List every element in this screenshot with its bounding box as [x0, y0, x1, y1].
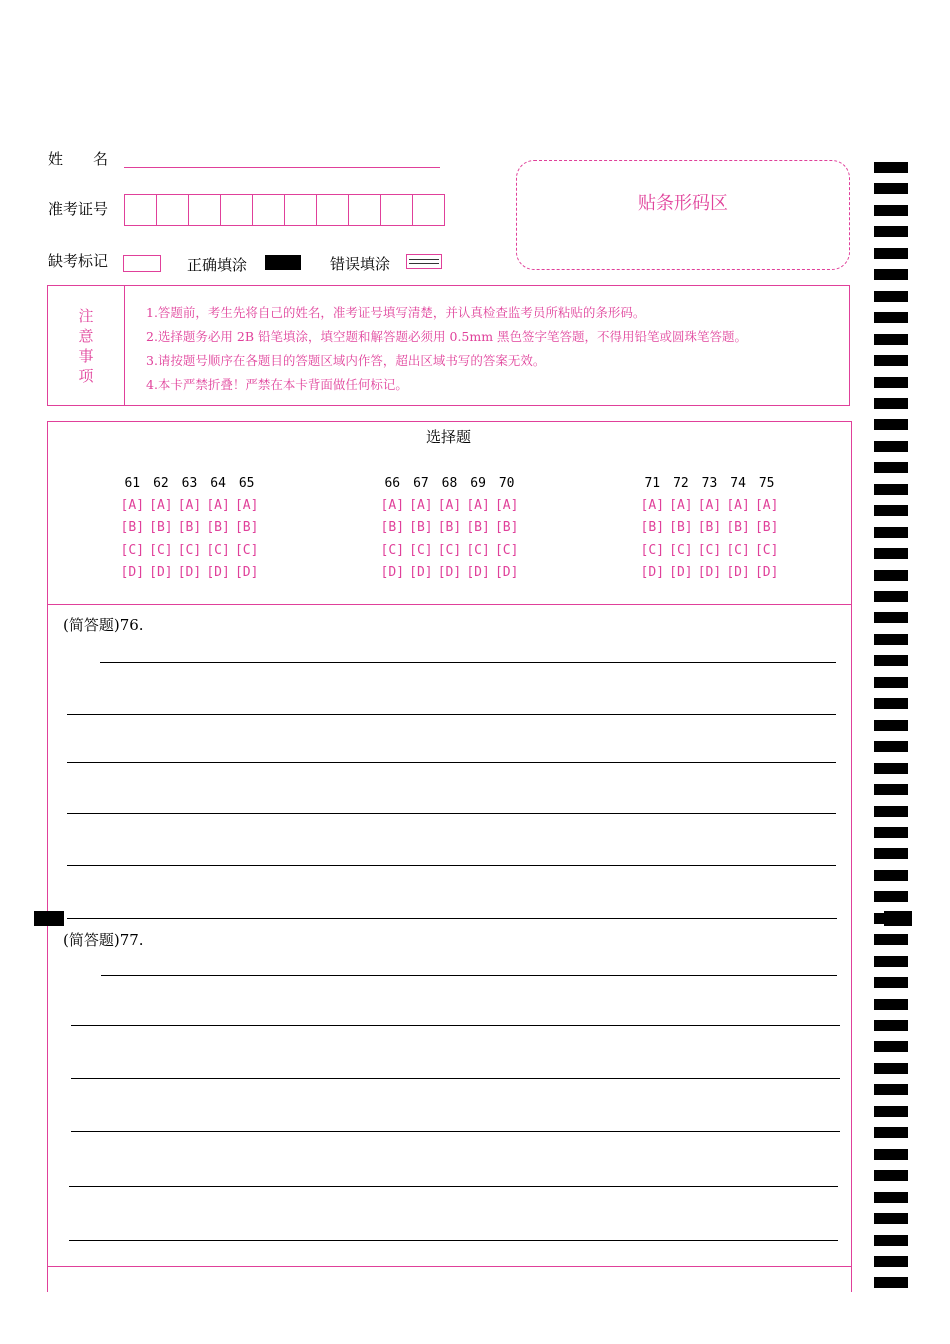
timing-mark: [874, 484, 908, 495]
choice-bubble-a[interactable]: [A]: [726, 498, 750, 513]
timing-mark: [874, 720, 908, 731]
timing-mark: [874, 1149, 908, 1160]
timing-mark: [874, 655, 908, 666]
timing-mark: [874, 205, 908, 216]
timing-mark: [874, 1192, 908, 1203]
timing-mark: [874, 934, 908, 945]
timing-mark: [874, 1277, 908, 1288]
question-number: 62: [153, 476, 169, 491]
timing-mark: [874, 1127, 908, 1138]
barcode-label: 贴条形码区: [638, 193, 728, 214]
notice-item: 2.选择题务必用 2B 铅笔填涂，填空题和解答题必须用 0.5mm 黑色签字笔答题，不得用铅笔或圆珠笔答题。: [146, 329, 748, 344]
timing-mark: [874, 1084, 908, 1095]
name-field[interactable]: [124, 167, 440, 168]
timing-mark: [874, 1106, 908, 1117]
timing-mark: [874, 870, 908, 881]
choice-bubble-b[interactable]: [B]: [726, 520, 750, 535]
timing-mark: [874, 677, 908, 688]
question-number: 72: [673, 476, 689, 491]
question-77-label: (简答题)77.: [63, 931, 144, 949]
choice-bubble-c[interactable]: [C]: [380, 543, 405, 558]
answer-line[interactable]: [101, 975, 837, 976]
choice-bubble-b[interactable]: [B]: [437, 520, 462, 535]
choice-bubble-a[interactable]: [A]: [437, 498, 462, 513]
timing-mark: [874, 419, 908, 430]
timing-mark: [874, 1170, 908, 1181]
notice-item: 1.答题前，考生先将自己的姓名，准考证号填写清楚，并认真检查监考员所粘贴的条形码。: [146, 305, 646, 320]
question-number: 65: [238, 476, 255, 491]
choice-bubble-a[interactable]: [A]: [149, 498, 173, 513]
choice-bubble-d[interactable]: [D]: [409, 565, 433, 580]
timing-mark: [874, 913, 908, 924]
question-number: 70: [498, 476, 515, 491]
timing-mark: [874, 999, 908, 1010]
choice-bubble-c[interactable]: [C]: [206, 543, 230, 558]
timing-mark: [874, 612, 908, 623]
exam-id-digit-box[interactable]: [189, 195, 221, 225]
choice-bubble-a[interactable]: [A]: [120, 498, 145, 513]
question-number: 74: [730, 476, 746, 491]
question-number: 73: [701, 476, 718, 491]
notice-title: [48, 286, 125, 405]
timing-mark: [874, 441, 908, 452]
choice-bubble-a[interactable]: [A]: [177, 498, 202, 513]
absent-mark-box[interactable]: [123, 255, 161, 272]
choice-bubble-b[interactable]: [B]: [669, 520, 693, 535]
choice-bubble-d[interactable]: [D]: [754, 565, 779, 580]
timing-mark: [874, 891, 908, 902]
exam-id-digit-box[interactable]: [381, 195, 413, 225]
question-number: 69: [470, 476, 486, 491]
timing-mark: [874, 377, 908, 388]
wrong-fill-label: 错误填涂: [330, 255, 391, 273]
exam-id-digit-box[interactable]: [253, 195, 285, 225]
answer-line[interactable]: [67, 918, 837, 919]
timing-mark: [874, 977, 908, 988]
notice-item: 4.本卡严禁折叠！严禁在本卡背面做任何标记。: [146, 377, 408, 392]
timing-mark: [874, 505, 908, 516]
timing-mark: [874, 1213, 908, 1224]
exam-id-digit-box[interactable]: [157, 195, 189, 225]
exam-id-digit-box[interactable]: [349, 195, 381, 225]
choice-bubble-a[interactable]: [A]: [697, 498, 722, 513]
choice-bubble-d[interactable]: [D]: [726, 565, 750, 580]
choice-bubble-b[interactable]: [B]: [206, 520, 230, 535]
choice-bubble-d[interactable]: [D]: [149, 565, 173, 580]
timing-mark: [874, 162, 908, 173]
timing-mark: [874, 1235, 908, 1246]
choice-bubble-d[interactable]: [D]: [120, 565, 145, 580]
answer-line[interactable]: [69, 1240, 838, 1241]
barcode-area: [516, 160, 850, 270]
exam-id-digit-box[interactable]: [317, 195, 349, 225]
question-number: 64: [210, 476, 226, 491]
position-mark: [34, 911, 64, 926]
timing-mark: [874, 527, 908, 538]
choice-bubble-d[interactable]: [D]: [466, 565, 490, 580]
choice-bubble-d[interactable]: [D]: [234, 565, 259, 580]
exam-id-digit-box[interactable]: [413, 195, 444, 225]
choice-bubble-d[interactable]: [D]: [640, 565, 665, 580]
timing-mark: [874, 1256, 908, 1267]
choice-bubble-a[interactable]: [A]: [494, 498, 519, 513]
choice-bubble-c[interactable]: [C]: [726, 543, 750, 558]
choice-bubble-b[interactable]: [B]: [640, 520, 665, 535]
timing-mark: [874, 1063, 908, 1074]
answer-line[interactable]: [67, 865, 836, 866]
notice-title-char: 意: [78, 327, 94, 345]
timing-mark: [874, 634, 908, 645]
choice-bubble-c[interactable]: [C]: [149, 543, 173, 558]
section-divider: [47, 1266, 851, 1267]
timing-mark: [874, 355, 908, 366]
section-divider: [47, 604, 851, 605]
choice-bubble-c[interactable]: [C]: [466, 543, 490, 558]
choice-bubble-a[interactable]: [A]: [380, 498, 405, 513]
absent-mark-label: 缺考标记: [48, 252, 109, 270]
timing-mark: [874, 183, 908, 194]
choice-bubble-c[interactable]: [C]: [640, 543, 665, 558]
timing-mark: [874, 1041, 908, 1052]
timing-mark: [874, 312, 908, 323]
choice-bubble-c[interactable]: [C]: [437, 543, 462, 558]
timing-mark: [874, 398, 908, 409]
choice-bubble-b[interactable]: [B]: [466, 520, 490, 535]
question-number: 71: [644, 476, 661, 491]
choice-bubble-a[interactable]: [A]: [409, 498, 433, 513]
choice-bubble-b[interactable]: [B]: [380, 520, 405, 535]
choice-bubble-d[interactable]: [D]: [380, 565, 405, 580]
notice-title-char: 项: [78, 367, 94, 385]
name-label: 姓 名: [48, 150, 109, 168]
choice-bubble-b[interactable]: [B]: [120, 520, 145, 535]
notice-title-char: 注: [78, 307, 94, 325]
choice-bubble-b[interactable]: [B]: [494, 520, 519, 535]
timing-mark: [874, 763, 908, 774]
choice-bubble-c[interactable]: [C]: [120, 543, 145, 558]
timing-mark: [874, 334, 908, 345]
timing-mark: [874, 956, 908, 967]
choice-bubble-d[interactable]: [D]: [494, 565, 519, 580]
choice-bubble-b[interactable]: [B]: [149, 520, 173, 535]
choice-bubble-b[interactable]: [B]: [177, 520, 202, 535]
notice-title-char: 事: [78, 347, 94, 365]
notice-panel: [47, 285, 850, 406]
exam-id-field[interactable]: [124, 194, 445, 226]
choice-bubble-d[interactable]: [D]: [206, 565, 230, 580]
timing-mark: [874, 784, 908, 795]
timing-mark: [874, 591, 908, 602]
timing-mark: [874, 848, 908, 859]
correct-fill-sample: [265, 255, 301, 270]
timing-mark: [874, 248, 908, 259]
timing-mark: [874, 291, 908, 302]
answer-line[interactable]: [71, 1078, 840, 1079]
exam-id-label: 准考证号: [48, 200, 109, 218]
notice-item: 3.请按题号顺序在各题目的答题区域内作答，超出区域书写的答案无效。: [146, 353, 546, 368]
choice-bubble-b[interactable]: [B]: [697, 520, 722, 535]
choice-bubble-b[interactable]: [B]: [234, 520, 259, 535]
timing-mark: [874, 827, 908, 838]
answer-line[interactable]: [69, 1186, 838, 1187]
choice-bubble-c[interactable]: [C]: [754, 543, 779, 558]
choice-bubble-c[interactable]: [C]: [697, 543, 722, 558]
question-number: 61: [124, 476, 141, 491]
answer-line[interactable]: [71, 1131, 840, 1132]
choice-bubble-c[interactable]: [C]: [177, 543, 202, 558]
question-number: 68: [441, 476, 458, 491]
choice-bubble-b[interactable]: [B]: [409, 520, 433, 535]
choice-bubble-a[interactable]: [A]: [234, 498, 259, 513]
question-number: 67: [413, 476, 429, 491]
answer-line[interactable]: [71, 1025, 840, 1026]
choice-bubble-a[interactable]: [A]: [640, 498, 665, 513]
choice-bubble-b[interactable]: [B]: [754, 520, 779, 535]
choice-bubble-a[interactable]: [A]: [466, 498, 490, 513]
timing-mark: [874, 698, 908, 709]
choice-bubble-d[interactable]: [D]: [697, 565, 722, 580]
choice-bubble-c[interactable]: [C]: [494, 543, 519, 558]
timing-mark: [874, 1020, 908, 1031]
exam-id-digit-box[interactable]: [285, 195, 317, 225]
question-number: 63: [181, 476, 198, 491]
choice-bubble-c[interactable]: [C]: [669, 543, 693, 558]
question-number: 75: [758, 476, 775, 491]
timing-mark: [874, 226, 908, 237]
answer-line[interactable]: [67, 714, 836, 715]
timing-mark: [874, 741, 908, 752]
timing-mark: [874, 462, 908, 473]
multiple-choice-title: 选择题: [425, 428, 471, 446]
choice-bubble-d[interactable]: [D]: [669, 565, 693, 580]
choice-bubble-a[interactable]: [A]: [669, 498, 693, 513]
exam-id-digit-box[interactable]: [221, 195, 253, 225]
question-76-label: (简答题)76.: [63, 616, 144, 634]
correct-fill-label: 正确填涂: [187, 256, 248, 274]
choice-bubble-a[interactable]: [A]: [206, 498, 230, 513]
answer-line[interactable]: [100, 662, 836, 663]
exam-id-digit-box[interactable]: [125, 195, 157, 225]
timing-mark: [874, 269, 908, 280]
choice-bubble-d[interactable]: [D]: [177, 565, 202, 580]
choice-bubble-d[interactable]: [D]: [437, 565, 462, 580]
timing-mark: [874, 806, 908, 817]
choice-bubble-a[interactable]: [A]: [754, 498, 779, 513]
answer-line[interactable]: [67, 813, 836, 814]
timing-mark: [874, 570, 908, 581]
answer-line[interactable]: [67, 762, 836, 763]
timing-mark: [874, 548, 908, 559]
question-number: 66: [384, 476, 401, 491]
wrong-fill-sample: [406, 254, 442, 269]
choice-bubble-c[interactable]: [C]: [234, 543, 259, 558]
choice-bubble-c[interactable]: [C]: [409, 543, 433, 558]
